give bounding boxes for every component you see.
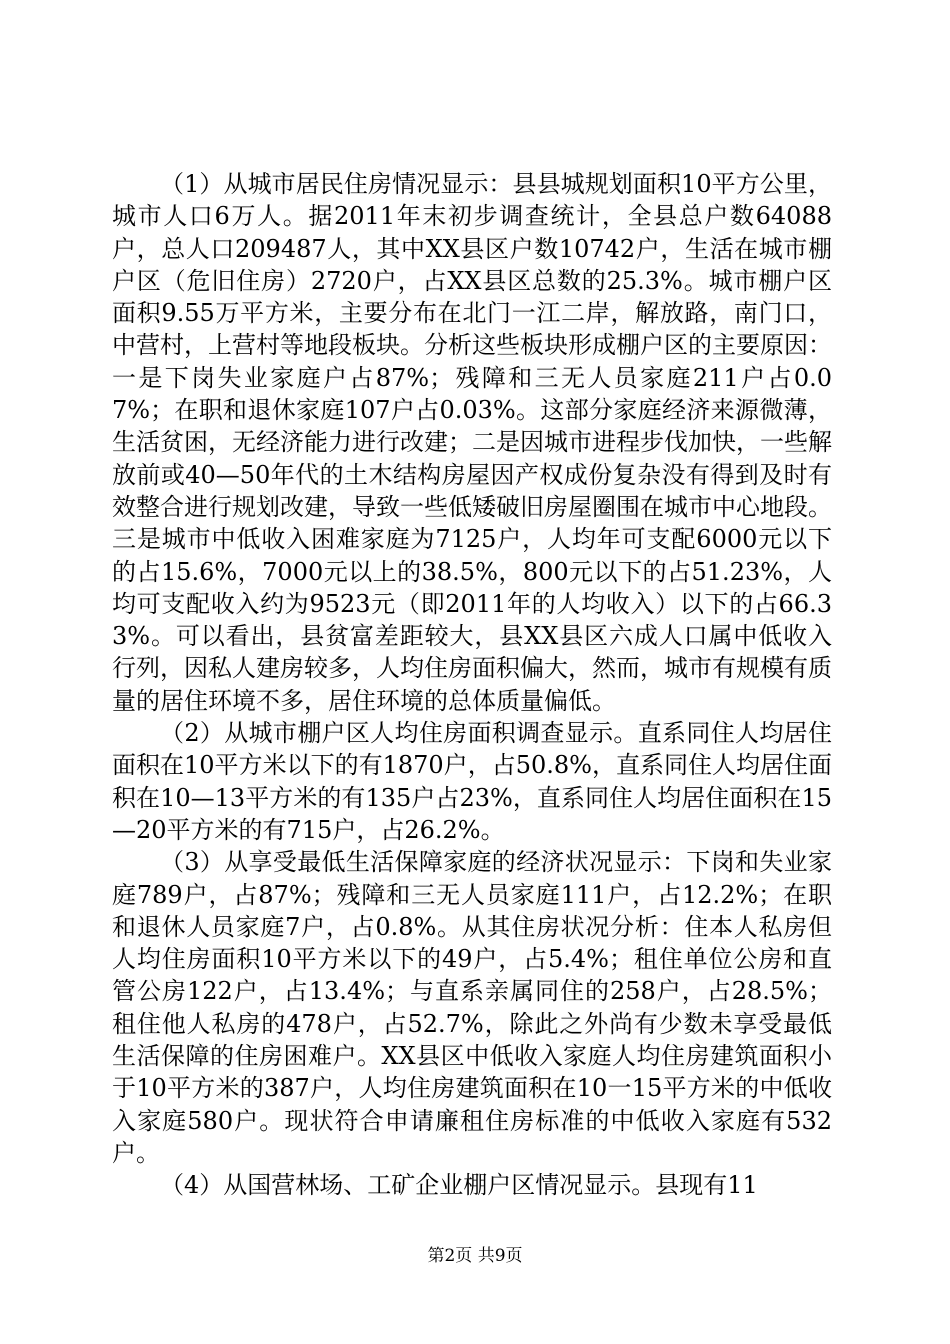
- document-body: [112, 168, 832, 1202]
- paragraph-3: （3）从享受最低生活保障家庭的经济状况显示：下岗和失业家庭789户，占87%；残障和三无人员家庭111户，占12.2%；在职和退休人员家庭7户，占0.8%。从其住房状况分析：住本人私房但人均住房面积10平方米以下的49户，占5.4%；租住单位公房和直管公房122户，占13.4%；与直系亲属同住的258户，占28.5%；租住他人私房的478户，占52.7%，除此之外尚有少数未享受最低生活保障的住房困难户。XX县区中低收入家庭人均住房建筑面积小于10平方米的387户，人均住房建筑面积在10一15平方米的中低收入家庭580户。现状符合申请廉租住房标准的中低收入家庭有532户。: [112, 848, 832, 1167]
- page-number-footer: 第2页 共9页: [427, 1246, 523, 1266]
- paragraph-4: （4）从国营林场、工矿企业棚户区情况显示。县现有11: [160, 1171, 758, 1200]
- paragraph-2: （2）从城市棚户区人均住房面积调查显示。直系同住人均居住面积在10平方米以下的有1870户，占50.8%，直系同住人均居住面积在10—13平方米的有135户占23%，直系同住人均居住面积在15—20平方米的有715户，占26.2%。: [112, 719, 832, 844]
- paragraph-1: （1）从城市居民住房情况显示：县县城规划面积10平方公里，城市人口6万人。据2011年末初步调查统计，全县总户数64088户，总人口209487人，其中XX县区户数10742户，生活在城市棚户区（危旧住房）2720户，占XX县区总数的25.3%。城市棚户区面积9.55万平方米，主要分布在北门一江二岸，解放路，南门口，中营村，上营村等地段板块。分析这些板块形成棚户区的主要原因：一是下岗失业家庭户占87%；残障和三无人员家庭211户占0.07%；在职和退休家庭107户占0.03%。这部分家庭经济来源微薄，生活贫困，无经济能力进行改建；二是因城市进程步伐加快，一些解放前或40—50年代的土木结构房屋因产权成份复杂没有得到及时有效整合进行规划改建，导致一些低矮破旧房屋圈围在城市中心地段。三是城市中低收入困难家庭为7125户，人均年可支配6000元以下的占15.6%，7000元以上的38.5%，800元以下的占51.23%，人均可支配收入约为9523元（即2011年的人均收入）以下的占66.33%。可以看出，县贫富差距较大，县XX县区六成人口属中低收入行列，因私人建房较多，人均住房面积偏大，然而，城市有规模有质量的居住环境不多，居住环境的总体质量偏低。: [112, 170, 832, 715]
